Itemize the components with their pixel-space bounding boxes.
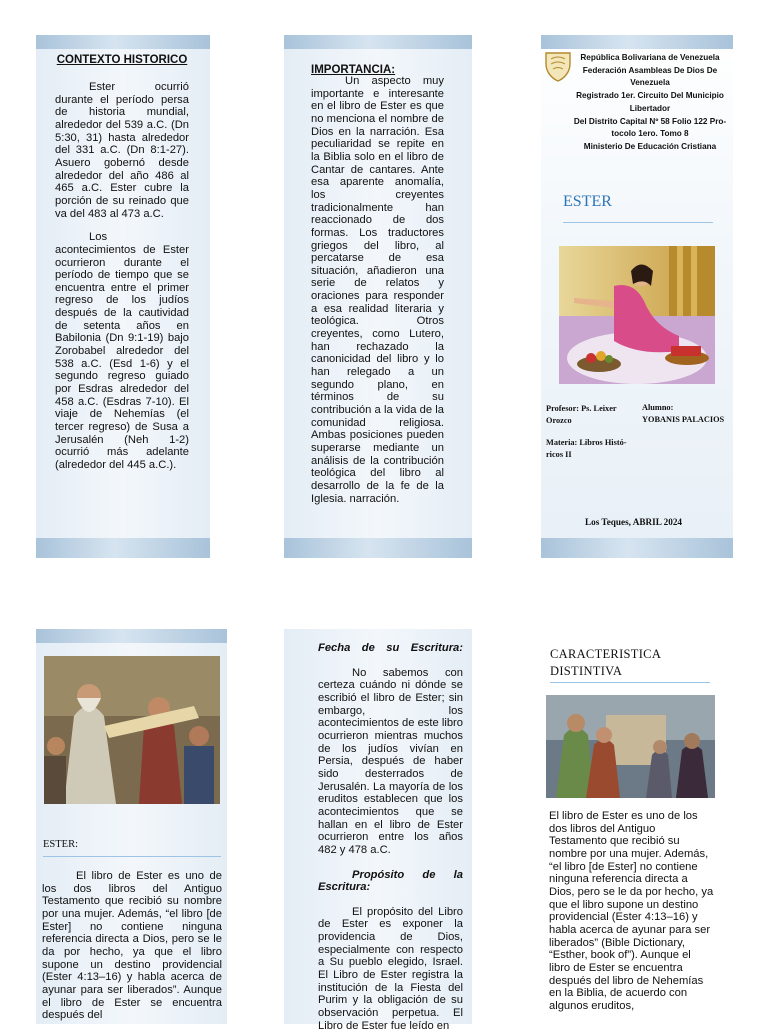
proposito-heading: Propósito de la Escritura: [318,868,463,894]
student-name: YOBANIS PALACIOS [642,414,725,424]
contexto-paragraph-2: Los acontecimientos de Ester ocurrieron durante el período de tiempo que se encuentra entre el primer regreso de los judíos después de la cautividad de setenta años en Babilonia (Dn 9:1-19) bajo Zorobabel alrededor del 538 a.C. (Esd 1-6) y el segundo regreso guiado por Esdras alrededor del 458 a.C. (Esdras 7-10). El viaje de Nehemías (el tercer regreso) de Susa a Jerusalén (Neh 1-2) ocurrió más adelante (alrededor del 445 a.C.). [55,231,189,472]
cover-header-line-2: Federación Asambleas De Dios De Venezuela [582,65,718,88]
fecha-body: No sabemos con certeza cuándo ni dónde se escribió el libro de Ester; sin embargo, los acontecimientos de este libro ocurrieron mientras muchos de los judíos vivían en Persia, después de haber sido desterrados de Jerusalén. La mayoría de los eruditos establecen que los acontecimientos que se hallan en el libro de Ester ocurrieron entre los años 482 y 478 a.C. [318,666,463,856]
panel-3-top-bar [541,35,733,49]
panel-1-bottom-bar [36,538,210,558]
panel-2-top-bar [284,35,472,49]
contexto-heading: CONTEXTO HISTORICO [56,54,188,66]
caracteristica-heading-line-2: DISTINTIVA [550,663,623,678]
panel-2-text [311,64,444,505]
proposito-body: El propósito del Libro de Ester es exponer la providencia de Dios, especialmente con respecto a Su pueblo elegido, Israel. El Libro de Ester registra la institución de la Fiesta del Purim y la obligación de su observación perpetua. El Libro de Ester fue leído en [318,905,463,1032]
ester-heading: ESTER: [43,839,79,850]
subject-label: Materia: Libros Histó- [546,438,627,447]
panel-3-bottom-bar [541,538,733,558]
fecha-heading: Fecha de su Escritura: [318,642,463,654]
panel-5-text [318,642,463,1032]
caracteristica-heading-rule [550,682,710,683]
panel-1-top-bar [36,35,210,49]
cover-footer-date: Los Teques, ABRIL 2024 [585,517,683,527]
panel-1-text [55,54,189,472]
student-label: Alumno: [642,403,674,412]
cover-subject [546,437,636,460]
caracteristica-heading [550,646,661,680]
subject-name: ricos II [546,449,572,459]
professor-name: Orozco [546,415,572,425]
cover-header [572,52,728,154]
panel-6-text [549,810,714,1013]
cover-professor [546,403,636,426]
contexto-paragraph-1: Ester ocurrió durante el período persa de historia mundial, alrededor del 539 a.C. (Dn 5:30, 31) hasta alrededor del 331 a.C. (Dn 8:1-27). Asuero gobernó desde alrededor del año 486 al 465 a.C. Ester cubre la porción de su reinado que va del 483 al 473 a.C. [55,80,189,220]
cover-header-line-4: Del Distrito Capital Nº 58 Folio 122 Pro-tocolo 1ero. Tomo 8 [573,116,727,139]
panel-2-bottom-bar [284,538,472,558]
seal-logo-icon [543,50,573,82]
cover-header-line-1: República Bolivariana de Venezuela [580,53,720,62]
cover-title: ESTER [563,193,612,210]
caracteristica-heading-line-1: CARACTERISTICA [550,647,662,661]
importancia-body: Un aspecto muy importante e interesante en el libro de Ester es que no menciona el nombre de Dios en la narración. Esa peculiaridad se repite en la Biblia solo en el libro de Cantar de cantares. Ante esa aparente anomalía, los creyentes tradicionalmente han reaccionado de dos formas. Los traductores griegos del libro, al percatarse de esa situación, añadieron una serie de relatos y oraciones para responder a esa realidad literaria y teológica. Otros creyentes, como Lutero, han rechazado la canonicidad del libro y lo han relegado a un segundo plano, en términos de su contribución a la vida de la comunidad religiosa. Ambas posiciones pueden superarse mediante un análisis de la contribución teológica del libro al desarrollo de la fe de la Iglesia. narración. [311,74,444,505]
panel-4-text [42,870,222,1022]
cover-header-line-5: Ministerio De Educación Cristiana [583,141,717,151]
caracteristica-body: El libro de Ester es uno de los dos libros del Antiguo Testamento que recibió su nombre por una mujer. Además, “el libro [de Ester] no contiene ninguna referencia directa a Dios, pero se le da por hecho, ya que el libro supone un destino providencial (Ester 4:13–16) y habla acerca de ayunar para ser liberados” (Bible Dictionary, “Esther, book of”). Aunque el libro de Ester se encuentra después del libro de Nehemías en la Biblia, de acuerdo con algunos eruditos, [549,810,714,1012]
ester-illustration [44,656,220,804]
cover-title-rule [563,222,713,223]
importancia-heading: IMPORTANCIA: [311,64,396,76]
cover-student [642,402,732,425]
panel-4-top-bar [36,629,227,643]
cover-illustration-esther [559,246,715,384]
professor-label: Profesor: Ps. Leixer [546,404,617,413]
caracteristica-illustration [546,695,715,798]
ester-body: El libro de Ester es uno de los dos libros del Antiguo Testamento que recibió su nombre por una mujer. Además, “el libro [de Ester] no contiene ninguna referencia directa a Dios, pero se le da por hecho, ya que el libro supone un destino providencial (Ester 4:13–16) y habla acerca de ayunar para ser liberados”. Aunque el libro de Ester se encuentra después del [42,870,222,1022]
cover-header-line-3: Registrado 1er. Circuito Del Municipio Libertador [576,91,724,113]
ester-heading-rule [43,856,221,857]
